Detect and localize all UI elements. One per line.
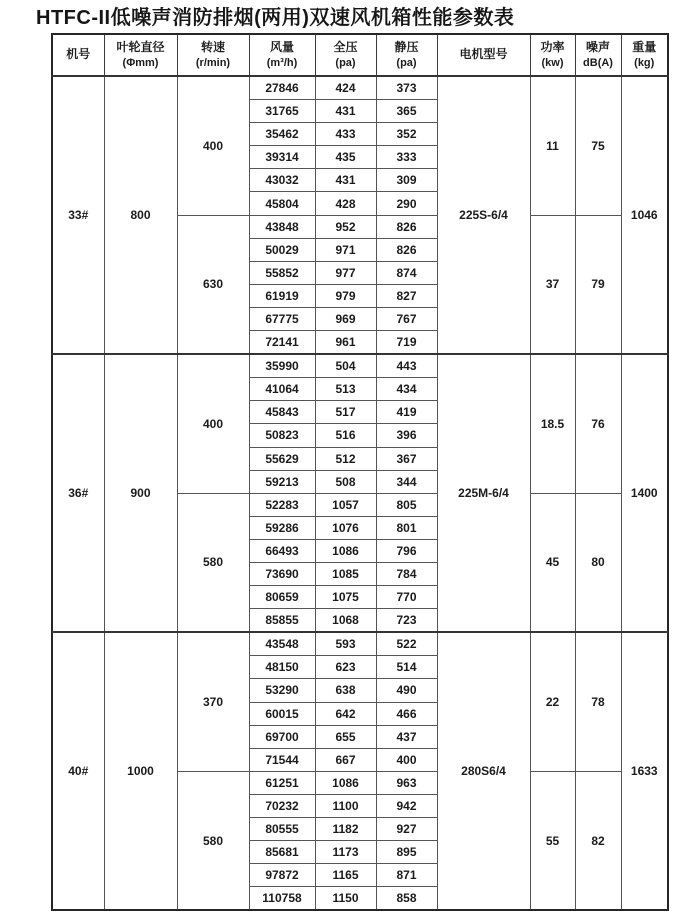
col-header-6 [437, 34, 530, 76]
col-header-label: 机号 [66, 47, 91, 62]
cell-speed: 580 [177, 493, 249, 632]
cell-air-volume: 73690 [249, 562, 315, 585]
col-header-label: 静压 [394, 40, 419, 55]
cell-air-volume: 110758 [249, 887, 315, 911]
cell-air-volume: 69700 [249, 725, 315, 748]
cell-static-pressure: 419 [376, 401, 437, 424]
cell-air-volume: 43032 [249, 169, 315, 192]
cell-speed: 580 [177, 771, 249, 910]
header-row [52, 34, 668, 76]
cell-static-pressure: 796 [376, 539, 437, 562]
cell-air-volume: 85681 [249, 841, 315, 864]
col-header-label: 转速 [200, 40, 225, 55]
cell-weight: 1633 [621, 632, 668, 910]
cell-air-volume: 48150 [249, 656, 315, 679]
cell-air-volume: 55629 [249, 447, 315, 470]
cell-air-volume: 59286 [249, 516, 315, 539]
cell-total-pressure: 638 [315, 679, 376, 702]
cell-air-volume: 43848 [249, 215, 315, 238]
cell-total-pressure: 961 [315, 331, 376, 355]
cell-static-pressure: 927 [376, 818, 437, 841]
cell-air-volume: 31765 [249, 100, 315, 123]
cell-total-pressure: 1075 [315, 586, 376, 609]
cell-static-pressure: 895 [376, 841, 437, 864]
cell-power: 22 [530, 632, 575, 771]
col-header-unit: (Φmm) [122, 56, 159, 69]
cell-power: 37 [530, 215, 575, 354]
col-header-unit: (kg) [634, 56, 655, 69]
col-header-unit: (kw) [541, 56, 564, 69]
cell-static-pressure: 443 [376, 354, 437, 378]
cell-total-pressure: 517 [315, 401, 376, 424]
cell-speed: 630 [177, 215, 249, 354]
cell-total-pressure: 1182 [315, 818, 376, 841]
cell-static-pressure: 434 [376, 378, 437, 401]
cell-weight: 1400 [621, 354, 668, 632]
cell-speed: 400 [177, 354, 249, 493]
cell-static-pressure: 522 [376, 632, 437, 656]
cell-air-volume: 71544 [249, 748, 315, 771]
cell-total-pressure: 428 [315, 192, 376, 215]
col-header-9 [621, 34, 668, 76]
cell-total-pressure: 952 [315, 215, 376, 238]
cell-air-volume: 45843 [249, 401, 315, 424]
cell-static-pressure: 767 [376, 307, 437, 330]
fan-spec-table [51, 33, 669, 911]
cell-static-pressure: 365 [376, 100, 437, 123]
cell-air-volume: 61251 [249, 771, 315, 794]
table-row [52, 354, 668, 378]
cell-impeller-diameter: 900 [104, 354, 177, 632]
col-header-unit: dB(A) [583, 56, 613, 69]
cell-power: 11 [530, 76, 575, 215]
col-header-label: 叶轮直径 [116, 40, 165, 55]
col-header-4 [315, 34, 376, 76]
cell-static-pressure: 942 [376, 794, 437, 817]
cell-total-pressure: 435 [315, 146, 376, 169]
cell-static-pressure: 400 [376, 748, 437, 771]
cell-air-volume: 67775 [249, 307, 315, 330]
col-header-5 [376, 34, 437, 76]
col-header-unit: (r/min) [195, 56, 231, 69]
cell-total-pressure: 1068 [315, 609, 376, 633]
cell-air-volume: 60015 [249, 702, 315, 725]
cell-static-pressure: 373 [376, 76, 437, 100]
cell-total-pressure: 508 [315, 470, 376, 493]
cell-total-pressure: 1057 [315, 493, 376, 516]
col-header-unit: (pa) [396, 56, 417, 69]
col-header-7 [530, 34, 575, 76]
cell-weight: 1046 [621, 76, 668, 354]
col-header-unit: (m³/h) [266, 56, 298, 69]
cell-noise: 79 [575, 215, 621, 354]
cell-static-pressure: 858 [376, 887, 437, 911]
cell-power: 18.5 [530, 354, 575, 493]
cell-air-volume: 35990 [249, 354, 315, 378]
cell-air-volume: 70232 [249, 794, 315, 817]
cell-air-volume: 39314 [249, 146, 315, 169]
cell-total-pressure: 593 [315, 632, 376, 656]
cell-air-volume: 55852 [249, 261, 315, 284]
cell-static-pressure: 352 [376, 123, 437, 146]
cell-noise: 75 [575, 76, 621, 215]
col-header-2 [177, 34, 249, 76]
col-header-label: 电机型号 [459, 47, 508, 62]
cell-motor-model: 225S-6/4 [437, 76, 530, 354]
table-row [52, 76, 668, 100]
cell-static-pressure: 290 [376, 192, 437, 215]
cell-motor-model: 280S6/4 [437, 632, 530, 910]
col-header-3 [249, 34, 315, 76]
cell-static-pressure: 309 [376, 169, 437, 192]
cell-static-pressure: 826 [376, 215, 437, 238]
cell-total-pressure: 1173 [315, 841, 376, 864]
cell-total-pressure: 513 [315, 378, 376, 401]
cell-air-volume: 80659 [249, 586, 315, 609]
cell-air-volume: 97872 [249, 864, 315, 887]
cell-air-volume: 41064 [249, 378, 315, 401]
cell-total-pressure: 969 [315, 307, 376, 330]
page-title: HTFC-II低噪声消防排烟(两用)双速风机箱性能参数表 [36, 7, 515, 29]
col-header-label: 重量 [632, 40, 657, 55]
cell-air-volume: 43548 [249, 632, 315, 656]
cell-total-pressure: 979 [315, 284, 376, 307]
col-header-1 [104, 34, 177, 76]
cell-static-pressure: 963 [376, 771, 437, 794]
col-header-label: 风量 [269, 40, 294, 55]
cell-air-volume: 50823 [249, 424, 315, 447]
col-header-label: 噪声 [585, 40, 610, 55]
cell-noise: 82 [575, 771, 621, 910]
cell-total-pressure: 971 [315, 238, 376, 261]
cell-static-pressure: 871 [376, 864, 437, 887]
cell-total-pressure: 431 [315, 169, 376, 192]
cell-power: 55 [530, 771, 575, 910]
cell-total-pressure: 623 [315, 656, 376, 679]
cell-total-pressure: 424 [315, 76, 376, 100]
cell-air-volume: 45804 [249, 192, 315, 215]
cell-total-pressure: 655 [315, 725, 376, 748]
cell-noise: 78 [575, 632, 621, 771]
cell-static-pressure: 770 [376, 586, 437, 609]
cell-static-pressure: 333 [376, 146, 437, 169]
cell-air-volume: 27846 [249, 76, 315, 100]
col-header-unit: (pa) [335, 56, 356, 69]
cell-static-pressure: 719 [376, 331, 437, 355]
cell-power: 45 [530, 493, 575, 632]
cell-total-pressure: 433 [315, 123, 376, 146]
cell-air-volume: 66493 [249, 539, 315, 562]
cell-static-pressure: 723 [376, 609, 437, 633]
cell-air-volume: 59213 [249, 470, 315, 493]
cell-impeller-diameter: 1000 [104, 632, 177, 910]
cell-total-pressure: 1100 [315, 794, 376, 817]
col-header-label: 功率 [540, 40, 565, 55]
cell-total-pressure: 512 [315, 447, 376, 470]
cell-air-volume: 50029 [249, 238, 315, 261]
cell-total-pressure: 1076 [315, 516, 376, 539]
cell-total-pressure: 1086 [315, 771, 376, 794]
cell-speed: 400 [177, 76, 249, 215]
table-header [52, 34, 668, 76]
cell-static-pressure: 367 [376, 447, 437, 470]
cell-air-volume: 85855 [249, 609, 315, 633]
cell-static-pressure: 874 [376, 261, 437, 284]
cell-static-pressure: 466 [376, 702, 437, 725]
cell-static-pressure: 827 [376, 284, 437, 307]
cell-total-pressure: 1086 [315, 539, 376, 562]
cell-motor-model: 225M-6/4 [437, 354, 530, 632]
cell-total-pressure: 1085 [315, 562, 376, 585]
cell-static-pressure: 344 [376, 470, 437, 493]
cell-noise: 76 [575, 354, 621, 493]
cell-impeller-diameter: 800 [104, 76, 177, 354]
cell-total-pressure: 642 [315, 702, 376, 725]
cell-air-volume: 72141 [249, 331, 315, 355]
cell-static-pressure: 805 [376, 493, 437, 516]
cell-noise: 80 [575, 493, 621, 632]
cell-model-number: 40# [52, 632, 104, 910]
cell-static-pressure: 784 [376, 562, 437, 585]
col-header-0 [52, 34, 104, 76]
col-header-label: 全压 [333, 40, 358, 55]
cell-air-volume: 53290 [249, 679, 315, 702]
table-body [52, 76, 668, 910]
cell-total-pressure: 977 [315, 261, 376, 284]
cell-air-volume: 52283 [249, 493, 315, 516]
cell-air-volume: 35462 [249, 123, 315, 146]
cell-static-pressure: 437 [376, 725, 437, 748]
cell-air-volume: 61919 [249, 284, 315, 307]
cell-model-number: 36# [52, 354, 104, 632]
table-row [52, 632, 668, 656]
cell-speed: 370 [177, 632, 249, 771]
cell-total-pressure: 1150 [315, 887, 376, 911]
cell-total-pressure: 431 [315, 100, 376, 123]
cell-model-number: 33# [52, 76, 104, 354]
cell-static-pressure: 514 [376, 656, 437, 679]
cell-total-pressure: 516 [315, 424, 376, 447]
cell-air-volume: 80555 [249, 818, 315, 841]
cell-static-pressure: 490 [376, 679, 437, 702]
cell-static-pressure: 801 [376, 516, 437, 539]
cell-static-pressure: 396 [376, 424, 437, 447]
cell-total-pressure: 1165 [315, 864, 376, 887]
cell-total-pressure: 504 [315, 354, 376, 378]
cell-total-pressure: 667 [315, 748, 376, 771]
col-header-8 [575, 34, 621, 76]
cell-static-pressure: 826 [376, 238, 437, 261]
